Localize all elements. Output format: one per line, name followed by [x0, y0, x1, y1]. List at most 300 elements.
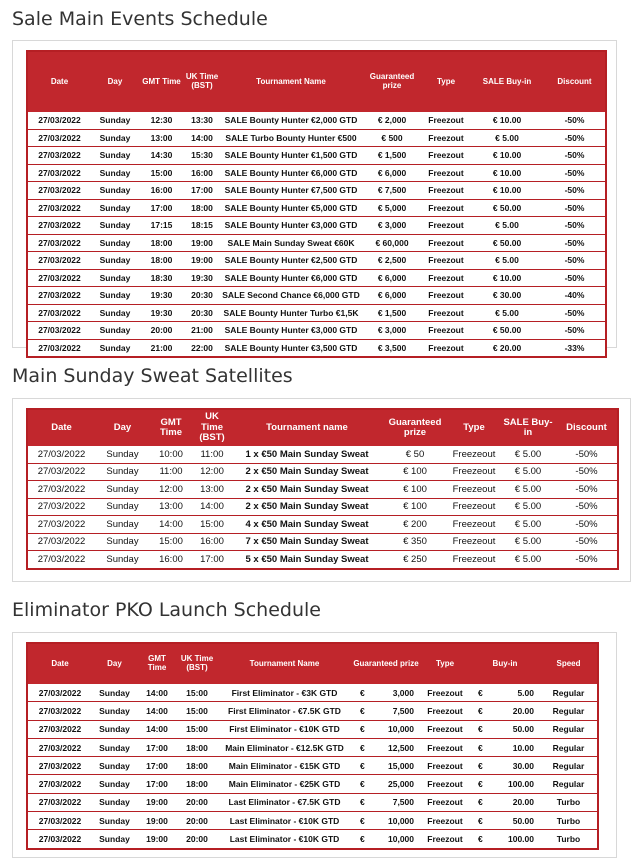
cell-uk-time: 18:00	[177, 757, 217, 775]
cell-day: Sunday	[92, 702, 137, 720]
table-row	[27, 481, 618, 499]
cell-day: Sunday	[99, 834, 130, 845]
cell-type: Freezout	[420, 793, 470, 811]
table-row	[27, 339, 606, 357]
amount: 20.00	[512, 705, 534, 716]
cell-discount: -33%	[564, 342, 585, 353]
cell-date: 27/03/2022	[27, 757, 92, 775]
cell-type: Freezout	[420, 812, 470, 830]
amount: 10.00	[512, 742, 534, 753]
currency-symbol: €	[360, 724, 365, 735]
table-row	[27, 830, 598, 849]
cell-tournament-name: 7 x €50 Main Sunday Sweat	[232, 533, 382, 551]
cell-discount: -50%	[544, 129, 606, 147]
cell-type: Freezout	[428, 342, 464, 353]
cell-guaranteed-prize: € 250	[403, 553, 427, 565]
cell-guaranteed-prize: € 1,500	[362, 147, 422, 165]
cell-uk-time: 15:00	[177, 702, 217, 720]
column-header: GMT Time	[150, 409, 192, 446]
amount: 50.00	[512, 815, 534, 826]
cell-uk-time: 16:00	[192, 533, 232, 551]
cell-date: 27/03/2022	[27, 702, 92, 720]
cell-day: Sunday	[91, 269, 139, 287]
cell-tournament-name: 2 x €50 Main Sunday Sweat	[232, 481, 382, 499]
cell-day: Sunday	[92, 793, 137, 811]
cell-day: Sunday	[95, 533, 150, 551]
table-row	[27, 182, 606, 200]
cell-tournament-name: SALE Bounty Hunter €3,000 GTD	[220, 217, 362, 235]
column-header: Day	[95, 409, 150, 446]
cell-date: 27/03/2022	[27, 112, 91, 129]
cell-tournament-name: SALE Bounty Hunter €7,500 GTD	[220, 182, 362, 200]
cell-type: Freezout	[422, 322, 470, 340]
cell-day: Sunday	[92, 738, 137, 756]
cell-day: Sunday	[106, 553, 139, 565]
cell-speed: Regular	[540, 720, 598, 738]
cell-gmt-time: 13:00	[150, 498, 192, 516]
cell-speed: Regular	[540, 757, 598, 775]
section-title-sale-main-events: Sale Main Events Schedule	[12, 8, 268, 30]
column-header: Type	[448, 409, 500, 446]
table-row	[27, 164, 606, 182]
column-header: Tournament name	[232, 409, 382, 446]
cell-guaranteed-prize: € 3,000	[362, 322, 422, 340]
section-title-satellites: Main Sunday Sweat Satellites	[12, 365, 293, 387]
cell-gmt-time: 17:15	[139, 217, 184, 235]
column-header: Type	[422, 51, 470, 112]
cell-gmt-time: 16:00	[159, 553, 183, 565]
column-header: UK Time (BST)	[192, 409, 232, 446]
cell-guaranteed-prize: € 2,500	[362, 252, 422, 270]
cell-gmt-time: 20:00	[139, 322, 184, 340]
cell-tournament-name: Main Eliminator - €25K GTD	[217, 775, 352, 793]
currency-symbol: €	[478, 742, 483, 753]
cell-type: Freezout	[422, 199, 470, 217]
column-header: UK Time (BST)	[177, 643, 217, 684]
cell-day: Sunday	[91, 112, 139, 129]
table-row	[27, 322, 606, 340]
amount: 25,000	[388, 779, 414, 790]
cell-date: 27/03/2022	[27, 217, 91, 235]
currency-symbol: €	[360, 687, 365, 698]
cell-guaranteed-prize: € 7,500	[362, 182, 422, 200]
cell-guaranteed-prize	[352, 702, 420, 720]
cell-gmt-time: 19:30	[139, 287, 184, 305]
cell-type: Freezout	[422, 217, 470, 235]
cell-discount: -50%	[544, 147, 606, 165]
table-row	[27, 738, 598, 756]
cell-buy-in	[470, 775, 540, 793]
cell-buy-in: € 10.00	[470, 112, 544, 129]
cell-day: Sunday	[92, 720, 137, 738]
cell-discount: -50%	[544, 252, 606, 270]
cell-buy-in: € 10.00	[470, 147, 544, 165]
currency-symbol: €	[478, 834, 483, 845]
cell-gmt-time: 15:00	[139, 164, 184, 182]
cell-day: Sunday	[91, 304, 139, 322]
cell-guaranteed-prize: € 500	[362, 129, 422, 147]
currency-symbol: €	[360, 779, 365, 790]
column-header: GMT Time	[139, 51, 184, 112]
column-header: Day	[91, 51, 139, 112]
cell-type: Freezout	[422, 147, 470, 165]
amount: 12,500	[388, 742, 414, 753]
table-row	[27, 684, 598, 702]
cell-uk-time: 17:00	[184, 182, 220, 200]
cell-uk-time: 20:30	[184, 287, 220, 305]
cell-uk-time: 12:00	[192, 463, 232, 481]
cell-day: Sunday	[91, 234, 139, 252]
cell-buy-in: € 50.00	[470, 199, 544, 217]
cell-day: Sunday	[91, 252, 139, 270]
cell-day: Sunday	[91, 322, 139, 340]
cell-date: 27/03/2022	[38, 342, 81, 353]
amount: 100.00	[508, 834, 534, 845]
cell-guaranteed-prize	[352, 738, 420, 756]
amount: 5.00	[517, 687, 534, 698]
cell-buy-in: € 30.00	[470, 287, 544, 305]
cell-guaranteed-prize	[352, 812, 420, 830]
cell-type: Freezeout	[452, 553, 496, 565]
cell-uk-time: 19:00	[184, 234, 220, 252]
cell-uk-time: 20:30	[184, 304, 220, 322]
cell-type: Freezout	[420, 684, 470, 702]
cell-uk-time: 20:00	[177, 812, 217, 830]
amount: 10,000	[388, 724, 414, 735]
cell-tournament-name: 5 x €50 Main Sunday Sweat	[245, 553, 369, 565]
cell-tournament-name: 2 x €50 Main Sunday Sweat	[232, 463, 382, 481]
column-header: GMT Time	[137, 643, 177, 684]
cell-type: Freezout	[422, 234, 470, 252]
cell-discount: -50%	[544, 322, 606, 340]
cell-buy-in: € 5.00	[470, 129, 544, 147]
cell-tournament-name: Main Eliminator - €12.5K GTD	[217, 738, 352, 756]
table-row	[27, 720, 598, 738]
cell-tournament-name: First Eliminator - €7.5K GTD	[217, 702, 352, 720]
cell-tournament-name: 2 x €50 Main Sunday Sweat	[232, 498, 382, 516]
table-body	[27, 684, 598, 849]
cell-type: Freezout	[422, 182, 470, 200]
amount: 15,000	[388, 760, 414, 771]
cell-discount: -50%	[556, 516, 618, 534]
cell-buy-in: € 5.00	[470, 252, 544, 270]
amount: 20.00	[512, 797, 534, 808]
cell-type: Freezout	[420, 775, 470, 793]
cell-uk-time: 18:15	[184, 217, 220, 235]
satellites-table	[26, 408, 619, 570]
cell-gmt-time: 17:00	[137, 775, 177, 793]
cell-uk-time: 13:30	[184, 112, 220, 129]
table-row	[27, 252, 606, 270]
cell-gmt-time: 18:30	[139, 269, 184, 287]
cell-guaranteed-prize: € 6,000	[362, 287, 422, 305]
cell-tournament-name: SALE Bounty Hunter €1,500 GTD	[220, 147, 362, 165]
table-row	[27, 287, 606, 305]
cell-buy-in	[470, 738, 540, 756]
cell-buy-in: € 5.00	[500, 498, 556, 516]
cell-gmt-time: 12:00	[150, 481, 192, 499]
table-body	[27, 112, 606, 357]
cell-discount: -50%	[556, 481, 618, 499]
cell-day: Sunday	[91, 164, 139, 182]
table-row	[27, 757, 598, 775]
amount: 7,500	[392, 705, 414, 716]
cell-discount: -50%	[544, 269, 606, 287]
cell-tournament-name: Main Eliminator - €15K GTD	[217, 757, 352, 775]
cell-guaranteed-prize: € 5,000	[362, 199, 422, 217]
cell-day: Sunday	[92, 812, 137, 830]
cell-discount: -50%	[544, 199, 606, 217]
cell-discount: -50%	[544, 217, 606, 235]
cell-guaranteed-prize	[352, 720, 420, 738]
cell-buy-in: € 5.00	[500, 446, 556, 463]
cell-gmt-time: 18:00	[139, 234, 184, 252]
cell-speed: Regular	[540, 738, 598, 756]
cell-uk-time: 20:00	[186, 834, 208, 845]
cell-gmt-time: 19:00	[146, 834, 168, 845]
cell-speed: Regular	[540, 702, 598, 720]
cell-guaranteed-prize: € 6,000	[362, 269, 422, 287]
cell-type: Freezout	[422, 164, 470, 182]
cell-tournament-name: SALE Bounty Hunter Turbo €1,5K	[220, 304, 362, 322]
cell-guaranteed-prize: € 350	[382, 533, 448, 551]
cell-day: Sunday	[91, 182, 139, 200]
cell-discount: -50%	[544, 164, 606, 182]
cell-day: Sunday	[95, 516, 150, 534]
cell-type: Freezeout	[448, 533, 500, 551]
cell-gmt-time: 13:00	[139, 129, 184, 147]
cell-day: Sunday	[91, 217, 139, 235]
currency-symbol: €	[360, 760, 365, 771]
cell-gmt-time: 19:00	[137, 812, 177, 830]
cell-type: Freezout	[422, 112, 470, 129]
cell-type: Freezout	[422, 129, 470, 147]
cell-date: 27/03/2022	[27, 793, 92, 811]
cell-buy-in: € 10.00	[470, 269, 544, 287]
column-header: Type	[420, 643, 470, 684]
cell-buy-in: € 5.00	[500, 481, 556, 499]
cell-date: 27/03/2022	[27, 446, 95, 463]
column-header: Date	[27, 409, 95, 446]
cell-tournament-name: SALE Bounty Hunter €5,000 GTD	[220, 199, 362, 217]
amount: 10,000	[388, 815, 414, 826]
column-header: Guaranteed prize	[382, 409, 448, 446]
column-header: Tournament Name	[220, 51, 362, 112]
amount: 10,000	[388, 834, 414, 845]
column-header: Discount	[544, 51, 606, 112]
column-header: Date	[27, 643, 92, 684]
cell-date: 27/03/2022	[27, 463, 95, 481]
currency-symbol: €	[478, 724, 483, 735]
column-header: UK Time (BST)	[184, 51, 220, 112]
cell-gmt-time: 16:00	[139, 182, 184, 200]
cell-uk-time: 15:30	[184, 147, 220, 165]
cell-day: Sunday	[95, 498, 150, 516]
amount: 100.00	[508, 779, 534, 790]
cell-buy-in: € 20.00	[492, 342, 522, 353]
table-row	[27, 129, 606, 147]
cell-type: Freezout	[422, 304, 470, 322]
cell-type: Freezeout	[448, 498, 500, 516]
cell-gmt-time: 17:00	[137, 757, 177, 775]
cell-tournament-name: SALE Main Sunday Sweat €60K	[220, 234, 362, 252]
cell-guaranteed-prize	[352, 793, 420, 811]
column-header: Date	[27, 51, 91, 112]
cell-date: 27/03/2022	[27, 199, 91, 217]
cell-buy-in	[470, 720, 540, 738]
cell-type: Freezeout	[448, 481, 500, 499]
cell-date: 27/03/2022	[27, 533, 95, 551]
cell-buy-in: € 5.00	[470, 217, 544, 235]
cell-tournament-name: First Eliminator - €3K GTD	[217, 684, 352, 702]
cell-gmt-time: 17:00	[139, 199, 184, 217]
cell-date: 27/03/2022	[27, 234, 91, 252]
cell-guaranteed-prize: € 100	[382, 463, 448, 481]
cell-gmt-time: 21:00	[150, 342, 173, 353]
column-header: Buy-in	[470, 643, 540, 684]
cell-date: 27/03/2022	[27, 147, 91, 165]
amount: 50.00	[512, 724, 534, 735]
cell-gmt-time: 19:00	[137, 793, 177, 811]
cell-buy-in	[470, 793, 540, 811]
table-row	[27, 702, 598, 720]
cell-date: 27/03/2022	[37, 553, 86, 565]
column-header: Guaranteed prize	[362, 51, 422, 112]
cell-gmt-time: 10:00	[150, 446, 192, 463]
cell-uk-time: 11:00	[192, 446, 232, 463]
cell-tournament-name: SALE Bounty Hunter €6,000 GTD	[220, 164, 362, 182]
column-header: Day	[92, 643, 137, 684]
currency-symbol: €	[478, 760, 483, 771]
cell-day: Sunday	[95, 481, 150, 499]
cell-day: Sunday	[91, 287, 139, 305]
cell-date: 27/03/2022	[38, 834, 82, 845]
cell-guaranteed-prize: € 3,000	[362, 217, 422, 235]
cell-gmt-time: 19:30	[139, 304, 184, 322]
column-header: Guaranteed prize	[352, 643, 420, 684]
table-row	[27, 812, 598, 830]
cell-type: Freezout	[420, 738, 470, 756]
cell-gmt-time: 17:00	[137, 738, 177, 756]
cell-day: Sunday	[99, 342, 131, 353]
cell-guaranteed-prize	[352, 757, 420, 775]
cell-guaranteed-prize	[352, 775, 420, 793]
table-header-row	[27, 51, 606, 112]
table-body	[27, 446, 618, 569]
cell-uk-time: 19:30	[184, 269, 220, 287]
cell-discount: -50%	[556, 498, 618, 516]
cell-uk-time: 14:00	[192, 498, 232, 516]
table-row	[27, 551, 618, 569]
cell-uk-time: 15:00	[177, 720, 217, 738]
cell-type: Freezout	[420, 720, 470, 738]
cell-uk-time: 19:00	[184, 252, 220, 270]
cell-uk-time: 18:00	[177, 775, 217, 793]
cell-date: 27/03/2022	[27, 287, 91, 305]
cell-gmt-time: 14:00	[137, 702, 177, 720]
cell-discount: -50%	[544, 182, 606, 200]
cell-guaranteed-prize: € 100	[382, 498, 448, 516]
cell-speed: Regular	[540, 684, 598, 702]
column-header: SALE Buy-in	[500, 409, 556, 446]
cell-day: Sunday	[95, 446, 150, 463]
cell-date: 27/03/2022	[27, 738, 92, 756]
cell-date: 27/03/2022	[27, 516, 95, 534]
cell-day: Sunday	[92, 757, 137, 775]
cell-type: Freezout	[420, 702, 470, 720]
cell-uk-time: 21:00	[184, 322, 220, 340]
cell-guaranteed-prize: € 1,500	[362, 304, 422, 322]
cell-speed: Turbo	[540, 812, 598, 830]
cell-uk-time: 16:00	[184, 164, 220, 182]
cell-uk-time: 22:00	[191, 342, 213, 353]
cell-buy-in: € 5.00	[470, 304, 544, 322]
currency-symbol: €	[478, 687, 483, 698]
cell-tournament-name: 4 x €50 Main Sunday Sweat	[232, 516, 382, 534]
cell-date: 27/03/2022	[27, 304, 91, 322]
cell-type: Freezout	[420, 757, 470, 775]
cell-guaranteed-prize: € 2,000	[362, 112, 422, 129]
cell-uk-time: 18:00	[177, 738, 217, 756]
cell-buy-in	[470, 830, 540, 849]
cell-gmt-time: 14:30	[139, 147, 184, 165]
table-row	[27, 516, 618, 534]
cell-buy-in: € 5.00	[514, 553, 542, 565]
table-row	[27, 775, 598, 793]
table-row	[27, 217, 606, 235]
amount: 30.00	[512, 760, 534, 771]
cell-tournament-name: SALE Bounty Hunter €6,000 GTD	[220, 269, 362, 287]
cell-buy-in: € 50.00	[470, 234, 544, 252]
cell-guaranteed-prize	[352, 830, 420, 849]
cell-tournament-name: SALE Bounty Hunter €2,500 GTD	[220, 252, 362, 270]
table-row	[27, 234, 606, 252]
cell-type: Freezeout	[448, 516, 500, 534]
cell-speed: Turbo	[540, 793, 598, 811]
table-row	[27, 269, 606, 287]
table-header-row	[27, 643, 598, 684]
column-header: Discount	[556, 409, 618, 446]
cell-speed: Turbo	[556, 834, 581, 845]
cell-gmt-time: 14:00	[137, 684, 177, 702]
cell-date: 27/03/2022	[27, 498, 95, 516]
cell-day: Sunday	[91, 199, 139, 217]
cell-buy-in	[470, 757, 540, 775]
currency-symbol: €	[478, 815, 483, 826]
cell-date: 27/03/2022	[27, 269, 91, 287]
column-header: Tournament Name	[217, 643, 352, 684]
cell-discount: -40%	[544, 287, 606, 305]
cell-date: 27/03/2022	[27, 164, 91, 182]
cell-tournament-name: SALE Turbo Bounty Hunter €500	[220, 129, 362, 147]
cell-date: 27/03/2022	[27, 481, 95, 499]
currency-symbol: €	[360, 742, 365, 753]
cell-buy-in: € 10.00	[470, 164, 544, 182]
eliminator-pko-table	[26, 642, 599, 850]
table-row	[27, 446, 618, 463]
cell-guaranteed-prize: € 50	[382, 446, 448, 463]
table-row	[27, 304, 606, 322]
cell-discount: -50%	[556, 446, 618, 463]
cell-date: 27/03/2022	[27, 182, 91, 200]
cell-guaranteed-prize: € 60,000	[362, 234, 422, 252]
cell-discount: -50%	[556, 463, 618, 481]
cell-uk-time: 15:00	[192, 516, 232, 534]
cell-uk-time: 18:00	[184, 199, 220, 217]
cell-gmt-time: 15:00	[150, 533, 192, 551]
cell-date: 27/03/2022	[27, 775, 92, 793]
cell-uk-time: 17:00	[200, 553, 224, 565]
